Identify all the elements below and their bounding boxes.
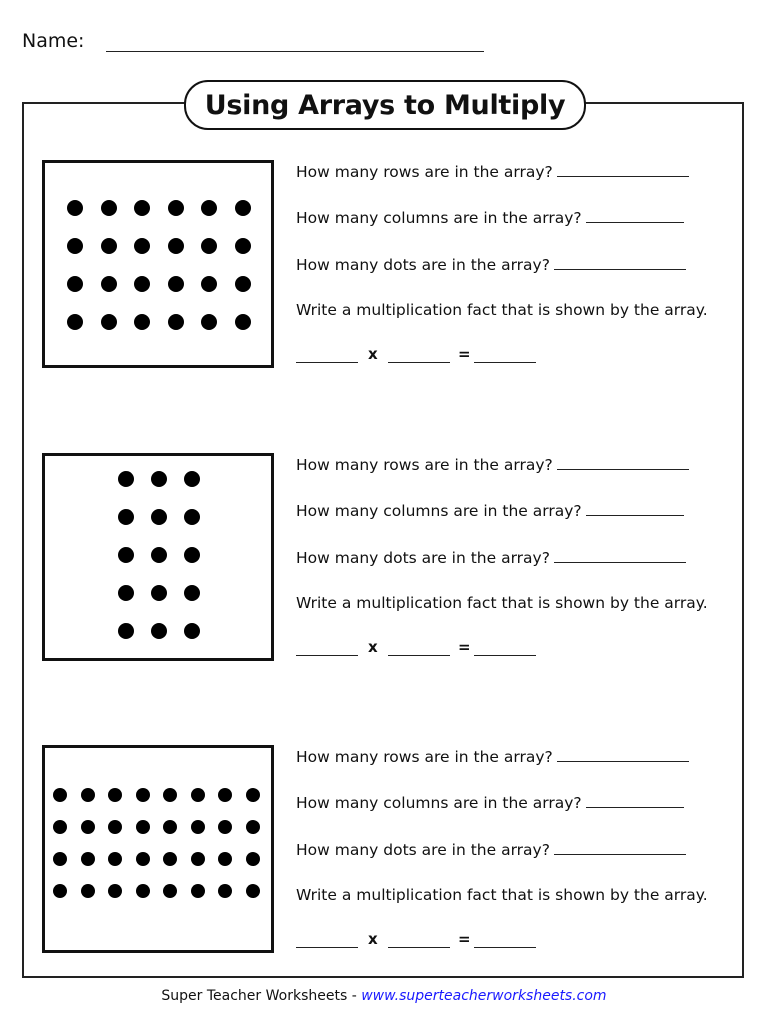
- array-dot: [151, 547, 167, 563]
- factor-blank-2b[interactable]: [388, 655, 450, 656]
- worksheet-title: Using Arrays to Multiply: [184, 80, 586, 130]
- array-dot: [191, 852, 205, 866]
- factor-blank-3b[interactable]: [388, 947, 450, 948]
- array-dot: [118, 509, 134, 525]
- times-sign: x: [368, 638, 378, 656]
- array-dot: [151, 471, 167, 487]
- array-dot: [53, 884, 67, 898]
- array-dot: [246, 852, 260, 866]
- question-rows-3: [296, 747, 689, 766]
- factor-blank-1a[interactable]: [296, 362, 358, 363]
- array-dot: [118, 547, 134, 563]
- array-dot: [218, 852, 232, 866]
- question-text: How many columns are in the array?: [296, 209, 582, 227]
- footer-text: Super Teacher Worksheets -: [161, 988, 362, 1004]
- array-dot: [67, 238, 83, 254]
- array-dot: [136, 820, 150, 834]
- times-sign: x: [368, 930, 378, 948]
- array-dot: [235, 238, 251, 254]
- question-text: How many columns are in the array?: [296, 502, 582, 520]
- array-dot: [136, 884, 150, 898]
- array-dot: [151, 585, 167, 601]
- name-label: Name:: [22, 30, 85, 52]
- array-dot: [168, 238, 184, 254]
- question-dots-2: [296, 548, 686, 567]
- question-text: How many rows are in the array?: [296, 748, 553, 766]
- array-box-1: [42, 160, 274, 368]
- array-dot: [151, 623, 167, 639]
- array-dot: [101, 200, 117, 216]
- array-dot: [108, 788, 122, 802]
- array-dot: [134, 276, 150, 292]
- footer: [0, 988, 768, 1004]
- array-dot: [235, 200, 251, 216]
- array-dot: [184, 585, 200, 601]
- array-dot: [134, 314, 150, 330]
- question-columns-2: [296, 501, 684, 520]
- array-dot: [101, 314, 117, 330]
- question-text: How many columns are in the array?: [296, 794, 582, 812]
- array-dot: [235, 314, 251, 330]
- array-dot: [218, 820, 232, 834]
- array-dot: [81, 820, 95, 834]
- question-columns-1: [296, 208, 684, 227]
- array-dot: [235, 276, 251, 292]
- array-dot: [168, 200, 184, 216]
- question-dots-1: [296, 255, 686, 274]
- array-dot: [163, 820, 177, 834]
- factor-blank-2a[interactable]: [296, 655, 358, 656]
- array-dot: [108, 852, 122, 866]
- equals-sign: =: [458, 345, 471, 363]
- array-box-3: [42, 745, 274, 953]
- array-dot: [201, 314, 217, 330]
- array-dot: [151, 509, 167, 525]
- array-dot: [218, 788, 232, 802]
- equals-sign: =: [458, 930, 471, 948]
- array-dot: [184, 547, 200, 563]
- array-dot: [136, 852, 150, 866]
- array-dot: [201, 276, 217, 292]
- array-dot: [81, 852, 95, 866]
- array-dot: [246, 820, 260, 834]
- answer-blank-rows-3[interactable]: [557, 747, 689, 762]
- times-sign: x: [368, 345, 378, 363]
- array-dot: [246, 788, 260, 802]
- question-text: How many dots are in the array?: [296, 549, 550, 567]
- answer-blank-columns-3[interactable]: [586, 793, 684, 808]
- answer-blank-rows-2[interactable]: [557, 455, 689, 470]
- array-dot: [163, 852, 177, 866]
- array-dot: [218, 884, 232, 898]
- array-dot: [67, 276, 83, 292]
- array-dot: [184, 623, 200, 639]
- array-dot: [191, 884, 205, 898]
- array-dot: [168, 314, 184, 330]
- question-text: How many rows are in the array?: [296, 163, 553, 181]
- array-dot: [184, 471, 200, 487]
- question-fact-1: Write a multiplication fact that is shown by the array.: [296, 301, 708, 319]
- array-dot: [201, 238, 217, 254]
- product-blank-3[interactable]: [474, 947, 536, 948]
- footer-link[interactable]: www.superteacherworksheets.com: [361, 988, 607, 1004]
- array-dot: [201, 200, 217, 216]
- array-dot: [136, 788, 150, 802]
- product-blank-1[interactable]: [474, 362, 536, 363]
- answer-blank-columns-1[interactable]: [586, 208, 684, 223]
- factor-blank-1b[interactable]: [388, 362, 450, 363]
- array-dot: [53, 820, 67, 834]
- answer-blank-dots-2[interactable]: [554, 548, 686, 563]
- array-dot: [163, 788, 177, 802]
- answer-blank-rows-1[interactable]: [557, 162, 689, 177]
- answer-blank-dots-3[interactable]: [554, 840, 686, 855]
- array-box-2: [42, 453, 274, 661]
- question-text: How many rows are in the array?: [296, 456, 553, 474]
- array-dot: [53, 852, 67, 866]
- array-dot: [67, 200, 83, 216]
- answer-blank-columns-2[interactable]: [586, 501, 684, 516]
- question-fact-2: Write a multiplication fact that is shown by the array.: [296, 594, 708, 612]
- array-dot: [101, 238, 117, 254]
- question-fact-3: Write a multiplication fact that is shown by the array.: [296, 886, 708, 904]
- question-rows-1: [296, 162, 689, 181]
- question-columns-3: [296, 793, 684, 812]
- array-dot: [246, 884, 260, 898]
- array-dot: [118, 585, 134, 601]
- name-field[interactable]: [106, 51, 484, 52]
- factor-blank-3a[interactable]: [296, 947, 358, 948]
- array-dot: [134, 200, 150, 216]
- array-dot: [163, 884, 177, 898]
- array-dot: [67, 314, 83, 330]
- answer-blank-dots-1[interactable]: [554, 255, 686, 270]
- product-blank-2[interactable]: [474, 655, 536, 656]
- array-dot: [168, 276, 184, 292]
- array-dot: [108, 820, 122, 834]
- array-dot: [191, 788, 205, 802]
- question-text: How many dots are in the array?: [296, 841, 550, 859]
- array-dot: [81, 788, 95, 802]
- array-dot: [53, 788, 67, 802]
- array-dot: [108, 884, 122, 898]
- array-dot: [191, 820, 205, 834]
- question-rows-2: [296, 455, 689, 474]
- array-dot: [134, 238, 150, 254]
- array-dot: [118, 471, 134, 487]
- question-dots-3: [296, 840, 686, 859]
- array-dot: [101, 276, 117, 292]
- array-dot: [184, 509, 200, 525]
- equals-sign: =: [458, 638, 471, 656]
- array-dot: [81, 884, 95, 898]
- array-dot: [118, 623, 134, 639]
- question-text: How many dots are in the array?: [296, 256, 550, 274]
